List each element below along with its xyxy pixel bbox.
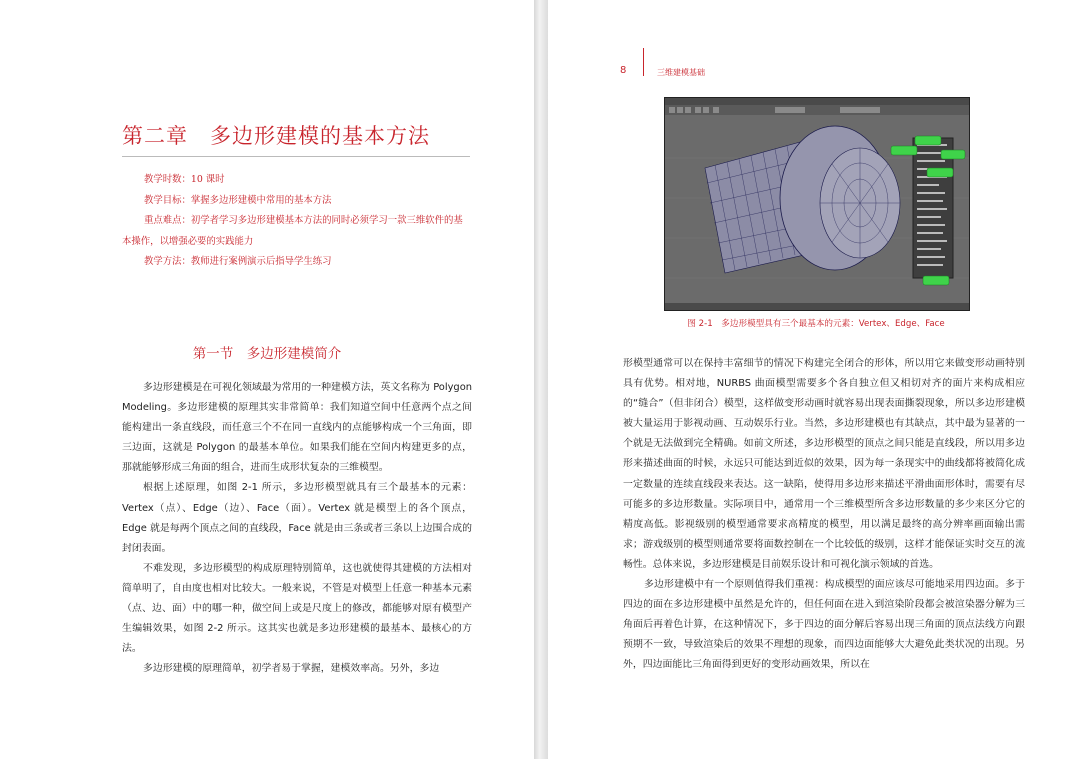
header-divider <box>643 48 644 76</box>
paragraph: 多边形建模是在可视化领域最为常用的一种建模方法，英文名称为 Polygon Modeling。多边形建模的原理其实非常简单：我们知道空间中任意两个点之间能构建出一条直线段，而任意三个不在同一直线内的点能够构成一个三角面，即三边面，这就是 Polygon 的最基本单位。如果我们能在空间内构建更多的点，那就能够形成三角面的组合，进而生成形状复杂的三维模型。 <box>122 382 472 474</box>
right-body-text <box>623 354 1025 676</box>
paragraph: 多边形建模的原理简单，初学者易于掌握，建模效率高。另外，多边 <box>143 663 440 675</box>
section-title: 第一节 多边形建模简介 <box>192 346 342 362</box>
chapter-divider <box>122 156 470 157</box>
page-gutter <box>534 0 548 759</box>
paragraph: 根据上述原理，如图 2-1 所示，多边形模型就具有三个最基本的元素：Vertex（点）、Edge（边）、Face（面）。Vertex 就是模型上的各个顶点，Edge 就是每两个顶点之间的直线段，Face 就是由三条或者三条以上边围合成的封闭表面。 <box>122 482 472 554</box>
teaching-method: 教学方法：教师进行案例演示后指导学生练习 <box>144 256 332 267</box>
teaching-info <box>122 170 472 273</box>
teaching-difficulty: 重点难点：初学者学习多边形建模基本方法的同时必须学习一款三维软件的基本操作，以增强必要的实践能力 <box>122 215 463 247</box>
paragraph: 形模型通常可以在保持丰富细节的情况下构建完全闭合的形体，所以用它来做变形动画特别具有优势。相对地，NURBS 曲面模型需要多个各自独立但又相切对齐的面片来构成相应的“缝合”（但非闭合）模型，这样做变形动画时就容易出现表面撕裂现象，所以多边形建模被大量运用于影视动画、互动娱乐行业。当然，多边形建模也有其缺点，其中最为显著的一个就是无法做到完全精确。如前文所述，多边形模型的顶点之间只能是直线段，所以用多边形来描述曲面的时候，永远只可能达到近似的效果，因为每一条现实中的曲线都将被简化成一定数量的连续直线段来表达。这一缺陷，使得用多边形来描述平滑曲面形体时，需要有尽可能多的多边形数量。实际项目中，通常用一个三维模型所含多边形数量的多少来区分它的精度高低。影视级别的模型通常要求高精度的模型，用以满足最终的高分辨率画面输出需求；游戏级别的模型则通常要将面数控制在一个比较低的级别，这样才能保证实时交互的流畅性。总体来说，多边形建模是目前娱乐设计和可视化演示领域的首选。 <box>623 358 1025 570</box>
chapter-title: 第二章 多边形建模的基本方法 <box>122 124 430 148</box>
maya-viewport-illustration <box>665 98 969 310</box>
paragraph: 多边形建模中有一个原则值得我们重视：构成模型的面应该尽可能地采用四边面。多于四边的面在多边形建模中虽然是允许的，但任何面在进入到渲染阶段都会被渲染器分解为三角面后再着色计算，在这种情况下，多于四边的面分解后容易出现三角面的顶点法线方向跟预期不一致，导致渲染后的效果不理想的现象，而四边面能够大大避免此类状况的出现。另外，四边面能比三角面得到更好的变形动画效果，所以在 <box>623 579 1025 671</box>
teaching-hours: 教学时数：10 课时 <box>144 174 225 185</box>
figure-caption: 图 2-1 多边形模型具有三个最基本的元素：Vertex、Edge、Face <box>687 319 945 329</box>
paragraph: 不难发现，多边形模型的构成原理特别简单，这也就使得其建模的方法相对简单明了，自由度也相对比较大。一般来说，不管是对模型上任意一种基本元素（点、边、面）中的哪一种，做空间上或是尺度上的修改，都能够对原有模型产生编辑效果，如图 2-2 所示。这其实也就是多边形建模的最基本、最核心的方法。 <box>122 562 472 655</box>
left-body-text <box>122 378 472 679</box>
page-number: 8 <box>620 65 627 76</box>
figure-2-1-screenshot <box>664 97 970 311</box>
running-header: 三维建模基础 <box>657 68 705 77</box>
teaching-goal: 教学目标：掌握多边形建模中常用的基本方法 <box>144 194 332 206</box>
